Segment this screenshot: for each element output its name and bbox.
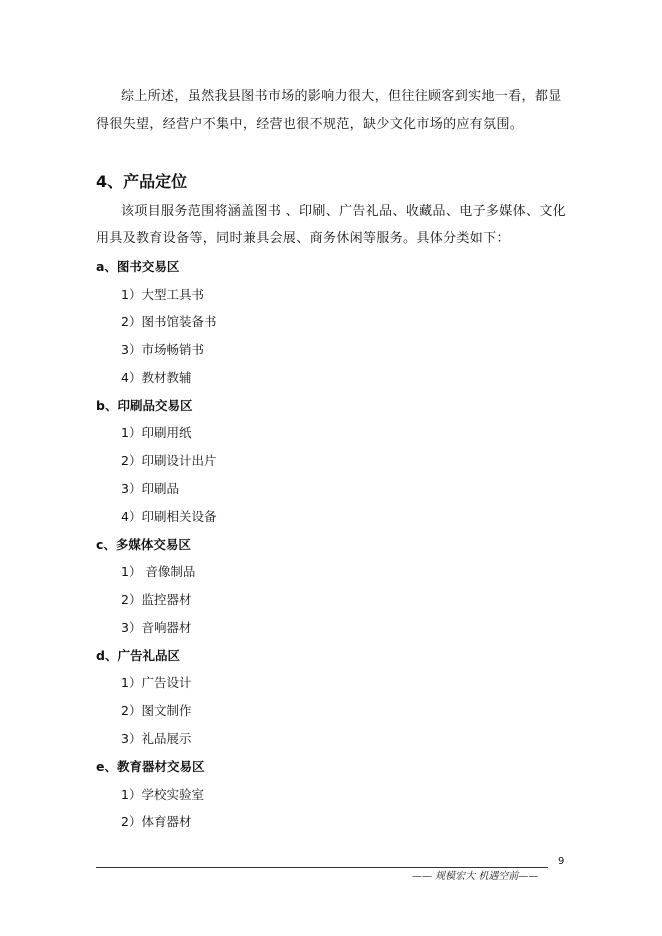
zone-c-item-1: 1） 音像制品	[121, 564, 196, 579]
zone-a-title: a、图书交易区	[96, 259, 180, 274]
page-number: 9	[558, 856, 565, 867]
zone-b-item-2: 2）印刷设计出片	[121, 453, 217, 468]
zone-c-title: c、多媒体交易区	[96, 537, 191, 552]
zone-e-item-2: 2）体育器材	[121, 814, 192, 829]
zone-b-title: b、印刷品交易区	[96, 398, 193, 413]
footer-divider	[96, 867, 548, 868]
zone-d-item-3: 3）礼品展示	[121, 731, 192, 746]
section-desc-line-1: 该项目服务范围将涵盖图书 、印刷、广告礼品、收藏品、电子多媒体、文化	[121, 204, 567, 219]
zone-a-item-3: 3）市场畅销书	[121, 342, 204, 357]
zone-b-item-4: 4）印刷相关设备	[121, 509, 217, 524]
zone-a-item-1: 1）大型工具书	[121, 287, 204, 302]
zone-d-item-1: 1）广告设计	[121, 675, 192, 690]
zone-e-item-1: 1）学校实验室	[121, 787, 204, 802]
zone-d-title: d、广告礼品区	[96, 648, 180, 663]
section-desc-line-2: 用具及教育设备等，同时兼具会展、商务休闲等服务。具体分类如下：	[96, 231, 510, 246]
intro-line-1: 综上所述，虽然我县图书市场的影响力很大，但往往顾客到实地一看，都显	[121, 89, 562, 104]
zone-a-item-4: 4）教材教辅	[121, 370, 192, 385]
zone-b-item-1: 1）印刷用纸	[121, 425, 192, 440]
zone-b-item-3: 3）印刷品	[121, 481, 179, 496]
intro-line-2: 得很失望，经营户不集中，经营也很不规范，缺少文化市场的应有氛围。	[96, 117, 524, 132]
section-title: 4、产品定位	[96, 172, 188, 191]
zone-c-item-2: 2）监控器材	[121, 592, 192, 607]
zone-c-item-3: 3）音响器材	[121, 620, 192, 635]
zone-e-title: e、教育器材交易区	[96, 759, 205, 774]
zone-d-item-2: 2）图文制作	[121, 703, 192, 718]
zone-a-item-2: 2）图书馆装备书	[121, 314, 217, 329]
footer-motto: —— 规模宏大 机遇空前——	[412, 871, 539, 882]
